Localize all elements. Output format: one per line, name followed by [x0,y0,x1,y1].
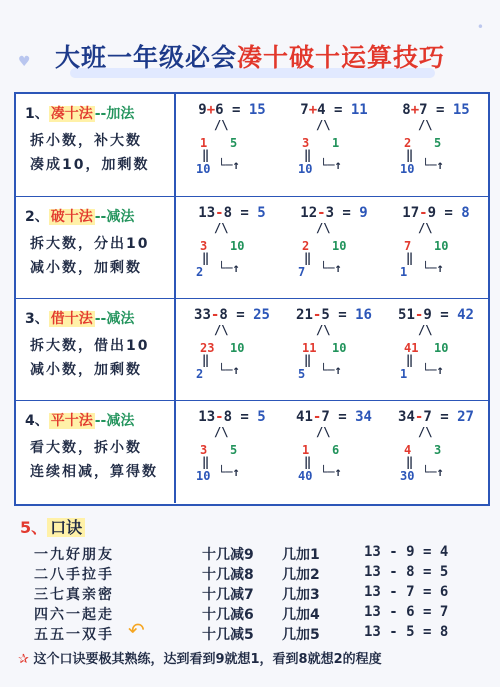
split-right: 1 [332,136,340,150]
split-lines-icon: /\ [316,118,331,132]
rule-description [16,299,176,401]
result: 8 [461,205,470,221]
mnemonic-phrase: 二八手拉手 [34,567,114,583]
result: 15 [452,102,470,118]
split-left: 11 [302,341,317,355]
split-lines-icon: /\ [214,221,229,235]
example [182,102,282,182]
rule-name: 破十法 [50,209,93,225]
rules-grid [14,92,490,506]
rule-number: 1、 [25,106,49,122]
rule-name: 借十法 [50,311,93,327]
intermediate: 7 [298,265,306,279]
mnemonic-add: 几加3 [282,587,320,603]
example [386,409,486,489]
return-arrow-icon: └─↑ [320,465,342,479]
section-5-heading [20,515,85,538]
operand-a: 13 [198,205,216,221]
equals-vertical-icon: ‖ [202,251,210,265]
operand-b: 5 [321,307,330,323]
rule-line: 减小数，加剩数 [30,362,142,378]
example [284,307,384,387]
operator: + [410,102,420,118]
heart-icon: ♥ [18,54,31,70]
equation: 12-3 = 9 [300,205,368,221]
operator: + [206,102,216,118]
rule-examples [176,401,488,503]
dot-decoration-icon: • [476,20,484,34]
equals-vertical-icon: ‖ [202,148,210,162]
equals-vertical-icon: ‖ [406,353,414,367]
mnemonic-add: 几加1 [282,547,320,563]
operand-a: 41 [296,409,313,425]
example [182,205,282,285]
rule-line: 减小数，加剩数 [30,260,142,276]
rule-row [16,94,488,196]
equation: 7+4 = 11 [300,102,368,118]
mnemonic-rule: 十几减6 [202,607,254,623]
rule-number: 2、 [25,209,49,225]
operand-a: 33 [194,307,211,323]
split-right: 5 [230,443,238,457]
rule-title [25,103,134,123]
mnemonic-phrase: 一九好朋友 [34,547,114,563]
example [182,307,282,387]
mnemonic-rule: 十几减5 [202,627,254,643]
rule-description [16,401,176,503]
equation: 33-8 = 25 [194,307,270,323]
rule-line: 看大数，拆小数 [30,440,142,456]
operand-b: 8 [223,205,232,221]
split-left: 1 [200,136,208,150]
note [18,648,488,667]
equals-vertical-icon: ‖ [202,353,210,367]
rule-line: 拆大数，分出10 [30,236,150,252]
intermediate: 30 [400,469,415,483]
mnemonic-rule: 十几减8 [202,567,254,583]
note-text: 这个口诀要极其熟练，达到看到9就想1，看到8就想2的程度 [33,652,382,667]
rule-line: 连续相减，算得数 [30,464,158,480]
mnemonic-row [34,564,484,584]
intermediate: 40 [298,469,313,483]
operand-a: 21 [296,307,313,323]
mnemonic-add: 几加2 [282,567,320,583]
return-arrow-icon: └─↑ [218,158,240,172]
operand-b: 6 [215,102,224,118]
split-right: 6 [332,443,340,457]
split-lines-icon: /\ [316,221,331,235]
operand-b: 7 [423,409,432,425]
rule-examples [176,197,488,299]
intermediate: 2 [196,367,204,381]
intermediate: 1 [400,265,408,279]
return-arrow-icon: └─↑ [320,158,342,172]
return-arrow-icon: └─↑ [320,261,342,275]
return-arrow-icon: └─↑ [218,465,240,479]
equation: 17-9 = 8 [402,205,470,221]
equation: 21-5 = 16 [296,307,372,323]
intermediate: 10 [298,162,313,176]
rule-description [16,197,176,299]
rule-name: 平十法 [50,413,93,429]
rule-sep: -- [94,413,107,429]
equals-vertical-icon: ‖ [304,353,312,367]
operand-a: 13 [198,409,216,425]
return-arrow-icon: └─↑ [320,363,342,377]
page-title [40,38,460,72]
rule-row [16,400,488,503]
equals-vertical-icon: ‖ [406,455,414,469]
operator: - [312,307,322,323]
operand-a: 12 [300,205,318,221]
split-left: 3 [200,239,208,253]
split-left: 7 [404,239,412,253]
example [182,409,282,489]
split-left: 2 [404,136,412,150]
split-lines-icon: /\ [214,323,229,337]
result: 27 [457,409,474,425]
result: 9 [359,205,368,221]
operand-b: 9 [427,205,436,221]
equation: 9+6 = 15 [198,102,266,118]
split-lines-icon: /\ [418,425,433,439]
operand-a: 9 [198,102,207,118]
rule-line: 拆小数，补大数 [30,133,142,149]
rule-operation: 减法 [106,413,135,429]
mnemonic-phrase: 五五一双手 [34,627,114,643]
equation: 13-8 = 5 [198,205,266,221]
equation: 51-9 = 42 [398,307,474,323]
example [284,409,384,489]
operand-a: 17 [402,205,420,221]
rule-title [25,308,134,328]
operand-a: 7 [300,102,309,118]
star-icon: ✰ [18,652,29,667]
equation: 34-7 = 27 [398,409,474,425]
intermediate: 10 [400,162,415,176]
result: 15 [248,102,266,118]
mnemonic-row [34,624,484,644]
operator: - [312,409,322,425]
operator: - [414,307,424,323]
example [386,102,486,182]
mnemonic-phrase: 三七真亲密 [34,587,114,603]
intermediate: 5 [298,367,306,381]
intermediate: 10 [196,469,211,483]
split-right: 5 [230,136,238,150]
rule-operation: 减法 [106,311,135,327]
operator: - [210,307,220,323]
return-arrow-icon: └─↑ [422,465,444,479]
rule-title [25,206,134,226]
mnemonic-example: 13 - 7 = 6 [364,584,449,600]
equals-vertical-icon: ‖ [202,455,210,469]
operand-b: 9 [423,307,432,323]
intermediate: 1 [400,367,408,381]
equals-vertical-icon: ‖ [406,148,414,162]
split-right: 3 [434,443,442,457]
split-left: 4 [404,443,412,457]
mnemonic-phrase: 四六一起走 [34,607,114,623]
split-lines-icon: /\ [418,323,433,337]
mnemonic-row [34,604,484,624]
section-label: 口诀 [47,518,85,537]
split-lines-icon: /\ [214,118,229,132]
equals-vertical-icon: ‖ [304,251,312,265]
operand-b: 7 [321,409,330,425]
rule-line: 凑成10，加剩数 [30,157,150,173]
split-left: 23 [200,341,215,355]
split-lines-icon: /\ [418,118,433,132]
operator: - [414,409,424,425]
result: 25 [253,307,270,323]
rule-examples [176,94,488,196]
mnemonic-rule: 十几减7 [202,587,254,603]
rule-description [16,94,176,196]
split-lines-icon: /\ [214,425,229,439]
rule-sep: -- [94,311,107,327]
result: 16 [355,307,372,323]
split-lines-icon: /\ [316,323,331,337]
rule-number: 3、 [25,311,49,327]
mnemonic-example: 13 - 6 = 7 [364,604,449,620]
split-right: 10 [434,341,449,355]
result: 5 [257,205,266,221]
rule-row [16,298,488,401]
equals-vertical-icon: ‖ [304,455,312,469]
rule-operation: 减法 [106,209,135,225]
operand-b: 8 [219,307,228,323]
operand-a: 8 [402,102,411,118]
return-arrow-icon: └─↑ [422,158,444,172]
rule-sep: -- [94,106,107,122]
title-prefix: 大班一年级必会 [54,43,237,72]
mnemonic-rule: 十几减9 [202,547,254,563]
split-left: 3 [200,443,208,457]
rule-operation: 加法 [106,106,135,122]
result: 11 [350,102,368,118]
header [0,0,500,86]
rule-title [25,410,134,430]
split-left: 2 [302,239,310,253]
example [284,205,384,285]
example [386,205,486,285]
mnemonic-add: 几加5 [282,627,320,643]
split-right: 5 [434,136,442,150]
intermediate: 2 [196,265,204,279]
mnemonic-example: 13 - 8 = 5 [364,564,449,580]
mnemonic-example: 13 - 5 = 8 [364,624,449,640]
split-right: 10 [332,341,347,355]
section-number: 5、 [20,518,48,537]
operator: - [419,205,428,221]
mnemonic-row [34,584,484,604]
mnemonic-add: 几加4 [282,607,320,623]
return-arrow-icon: └─↑ [422,261,444,275]
return-arrow-icon: └─↑ [422,363,444,377]
split-right: 10 [434,239,449,253]
swirl-arrow-icon: ↶ [128,618,145,642]
operator: - [215,205,224,221]
split-right: 10 [230,239,245,253]
split-right: 10 [332,239,347,253]
equation: 41-7 = 34 [296,409,372,425]
rule-sep: -- [94,209,107,225]
equation: 8+7 = 15 [402,102,470,118]
split-lines-icon: /\ [418,221,433,235]
rule-line: 拆大数，借出10 [30,338,150,354]
split-lines-icon: /\ [316,425,331,439]
operator: - [215,409,224,425]
result: 5 [257,409,266,425]
operand-b: 8 [223,409,232,425]
title-highlight: 凑十破十运算技巧 [237,43,446,72]
rule-examples [176,299,488,401]
result: 34 [355,409,372,425]
split-left: 41 [404,341,419,355]
rule-row [16,196,488,299]
return-arrow-icon: └─↑ [218,363,240,377]
rule-name: 凑十法 [50,106,93,122]
example [386,307,486,387]
result: 42 [457,307,474,323]
split-right: 10 [230,341,245,355]
operator: - [317,205,326,221]
return-arrow-icon: └─↑ [218,261,240,275]
operand-b: 3 [325,205,334,221]
mnemonic-row [34,544,484,564]
equals-vertical-icon: ‖ [304,148,312,162]
rule-number: 4、 [25,413,49,429]
example [284,102,384,182]
operator: + [308,102,318,118]
equation: 13-8 = 5 [198,409,266,425]
operand-b: 4 [317,102,326,118]
operand-a: 34 [398,409,415,425]
operand-b: 7 [419,102,428,118]
split-left: 1 [302,443,310,457]
operand-a: 51 [398,307,415,323]
split-left: 3 [302,136,310,150]
mnemonic-example: 13 - 9 = 4 [364,544,449,560]
intermediate: 10 [196,162,211,176]
equals-vertical-icon: ‖ [406,251,414,265]
